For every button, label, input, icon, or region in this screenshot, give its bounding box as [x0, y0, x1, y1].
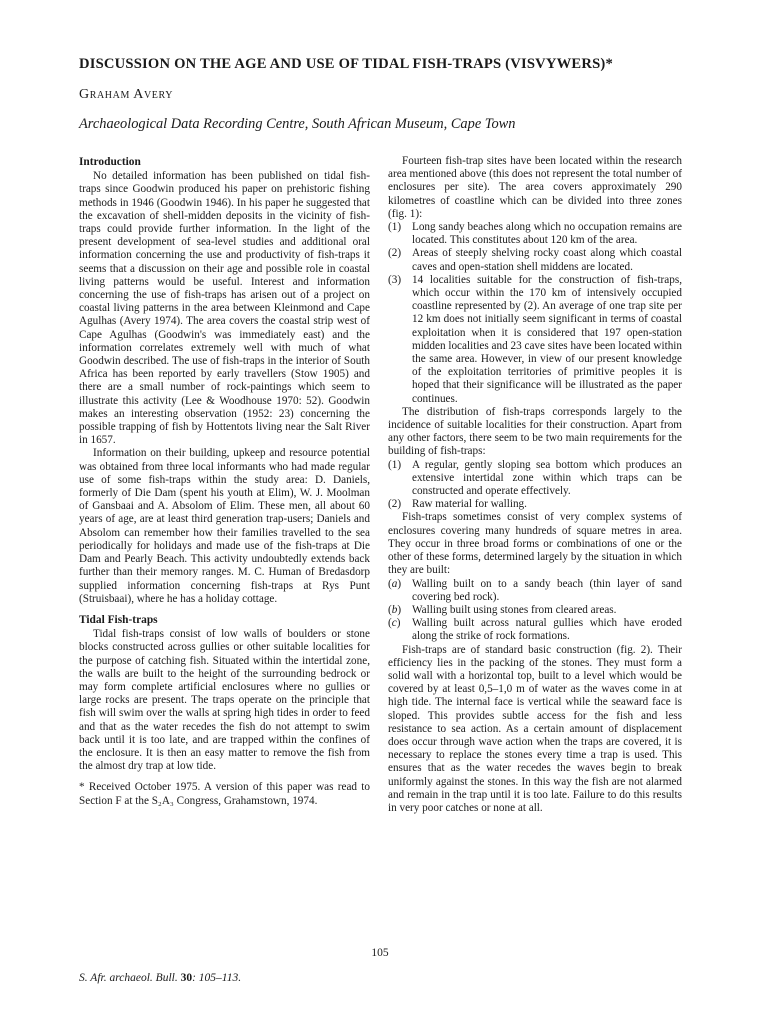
zone-text: Long sandy beaches along which no occupation remains are located. This constitutes about 120 km of the area. — [412, 221, 682, 247]
requirement-number: (1) — [388, 458, 402, 471]
form-text: Walling built across natural gullies which have eroded along the strike of rock formations. — [412, 617, 682, 643]
page-number: 105 — [371, 947, 389, 959]
distribution-paragraph: The distribution of fish-traps corresponds largely to the incidence of suitable localities for their construction. Apart from any other factors, there seem to be two main requirements for the building of fish-traps: — [388, 405, 682, 458]
construction-paragraph: Fish-traps are of standard basic construction (fig. 2). Their efficiency lies in the packing of the stones. They must form a solid wall with a horizontal top, built to a level which would be covered by at least 0,5–1,0 m of water as the waves come in at high tide. The internal face is vertical while the seaward face is sloped. This provides subtle access for the fish and less resistance to sea action. As a certain amount of displacement does occur through wave action when the traps are covered, it is necessary to replace the stones every time a trap is used. This ensures that as the water recedes the waves begin to break uniformly against the stones. In this way the fish are not alarmed and remain in the trap until it is too late. Failure to do this results in very poor catches or none at all. — [388, 643, 682, 814]
forms-paragraph: Fish-traps sometimes consist of very complex systems of enclosures covering many hundreds of square metres in area. They occur in three broad forms or combinations of one or the other of these forms, determined largely by the situation in which they are built: — [388, 511, 682, 577]
zone-text: Areas of steeply shelving rocky coast along which coastal caves and open-station shell middens are located. — [412, 247, 682, 273]
tidal-paragraph: Tidal fish-traps consist of low walls of boulders or stone blocks constructed across gullies or other suitable localities for the purpose of catching fish. Situated within the intertidal zone, the walls are built to the height of the surrounding bedrock or may form complete artificial enclosures where no gullies or large rocks are present. The traps operate on the principle that fish will swim over the walls at spring high tides in order to feed and that as the water recedes the fish do not attempt to swim back until it is too late, and are trapped within the confines of the enclosure. It is then an easy matter to remove the fish from the almost dry trap at low tide. — [79, 628, 370, 773]
zone-number: (1) — [388, 221, 402, 234]
zone-text: 14 localities suitable for the construction of fish-traps, which occur within the 170 km of intensively occupied coastline represented by (2). An average of one trap site per 12 km does not initially seem significant in terms of coastal exploitation when it is considered that 197 open-station midden localities and 23 cave sites have been located within the same area. However, in view of our present knowledge of the exploitation territories of primitive peoples it is hoped that their significance will be illustrated as the paper continues. — [412, 273, 682, 405]
left-column — [79, 156, 370, 808]
zone-number: (3) — [388, 273, 402, 286]
requirement-item — [388, 498, 682, 511]
intro-paragraph-2: Information on their building, upkeep and resource potential was obtained from three local informants who had made regular use of some fish-traps within the study area: D. Daniels, formerly of Die Dam (spent his youth at Elim), W. J. Moolman of Gansbaai and A. Absolom of Elim. These men, all about 60 years of age, are at least third generation trap-users; Daniels and Absolom can remember how their families travelled to the sea periodically for holidays and made use of the fish-traps at Die Dam and Pearly Beach. This activity undoubtedly extends back further than their memory ranges. M. C. Human of Bredasdorp supplied information concerning fish-traps at Rys Punt (Struisbaai), where he has a holiday cottage. — [79, 447, 370, 605]
introduction-heading: Introduction — [79, 156, 141, 168]
journal-volume: 30 — [180, 972, 193, 984]
form-letter: (b) — [388, 603, 402, 616]
sites-paragraph: Fourteen fish-trap sites have been located within the research area mentioned above (this does not represent the total number of enclosures per site). The area covers approximately 290 kilometres of coastline which can be divided into three zones (fig. 1): — [388, 155, 682, 220]
zone-item — [388, 247, 682, 273]
tidal-fish-traps-heading: Tidal Fish-traps — [79, 613, 158, 626]
requirement-item — [388, 459, 682, 499]
requirement-number: (2) — [388, 498, 402, 511]
form-item — [388, 617, 682, 643]
requirement-text: Raw material for walling. — [412, 498, 527, 511]
form-letter: (c) — [388, 617, 401, 630]
intro-paragraph-1: No detailed information has been published on tidal fish-traps since Goodwin produced his paper on prehistoric fishing methods in 1946 (Goodwin 1946). In his paper he suggested that the excavation of shell-midden deposits in the vicinity of fish-traps could provide further information. In the light of the present development of sea-level studies and additional oral information concerning the use and productivity of fish-traps it seems that a discussion on their age and possible role in coastal living patterns would be useful. Interest and information concerning the use of fish-traps has arisen out of a project on coastal living patterns in the area between Kleinmond and Cape Agulhas (Avery 1974). The area covers the coastal strip west of Cape Agulhas (Goodwin's was immediately east) and the information correlates extremely well with much of what Goodwin described. The use of fish-traps in the interior of South Africa has been reported by early travellers (Stow 1905) and there are a small number of rock-paintings which seem to illustrate this activity (Lee & Woodhouse 1970: 52). Goodwin makes an interesting observation (1952: 23) concerning the possible trapping of fish by Hottentots living near the Salt River in 1657. — [79, 170, 370, 447]
form-letter: (a) — [388, 577, 402, 590]
requirement-text: A regular, gently sloping sea bottom which produces an extensive intertidal zone within which traps can be constructed and operate effectively. — [412, 458, 682, 498]
journal-name: S. Afr. archaeol. Bull. — [79, 972, 178, 984]
right-column — [388, 155, 682, 815]
form-item — [388, 604, 682, 617]
author-name: Graham Avery — [79, 87, 174, 102]
form-text: Walling built on to a sandy beach (thin layer of sand covering bed rock). — [412, 577, 682, 603]
form-text: Walling built using stones from cleared areas. — [412, 603, 617, 616]
form-item — [388, 578, 682, 604]
footnote: * Received October 1975. A version of this paper was read to Section F at the S₂A₃ Congress, Grahamstown, 1974. — [79, 781, 370, 807]
author-affiliation: Archaeological Data Recording Centre, South African Museum, Cape Town — [79, 116, 516, 132]
article-title: DISCUSSION ON THE AGE AND USE OF TIDAL FISH-TRAPS (VISVYWERS)* — [79, 56, 613, 72]
journal-pages: : 105–113. — [192, 972, 242, 984]
zone-number: (2) — [388, 247, 402, 260]
journal-citation — [79, 972, 241, 984]
zone-item — [388, 274, 682, 406]
zone-item — [388, 221, 682, 247]
